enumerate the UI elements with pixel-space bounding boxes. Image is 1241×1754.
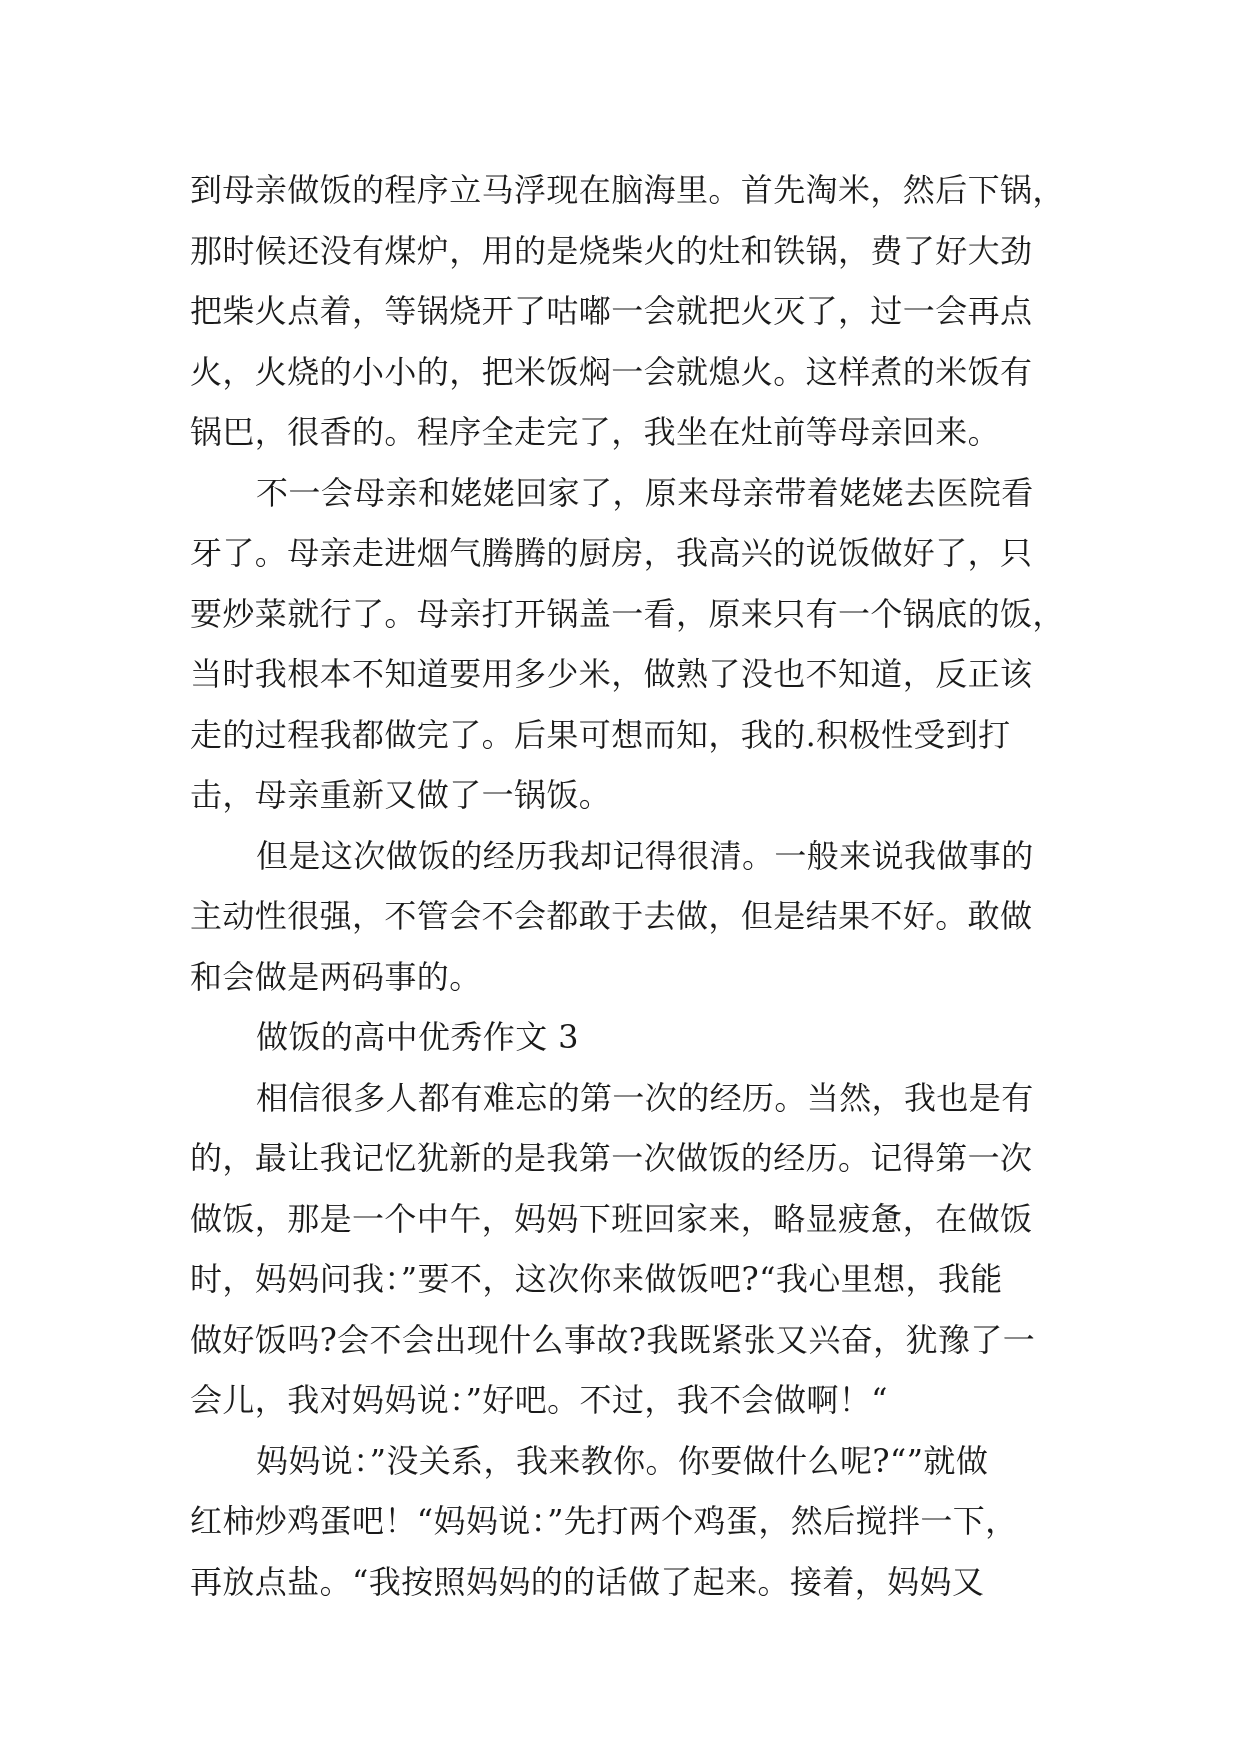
- text-line: 做好饭吗?会不会出现什么事故?我既紧张又兴奋，犹豫了一: [190, 1320, 1036, 1359]
- text-line: 牙了。母亲走进烟气腾腾的厨房，我高兴的说饭做好了，只: [190, 534, 1033, 572]
- text-line: 击，母亲重新又做了一锅饭。: [190, 776, 612, 814]
- text-line: 走的过程我都做完了。后果可想而知，我的.积极性受到打: [190, 715, 1011, 754]
- text-line: 当时我根本不知道要用多少米，做熟了没也不知道，反正该: [190, 655, 1033, 693]
- text-line: 做饭的高中优秀作文 3: [256, 1018, 579, 1056]
- text-line: 时，妈妈问我：”要不，这次你来做饭吧?“我心里想，我能: [190, 1260, 1003, 1298]
- text-line: 相信很多人都有难忘的第一次的经历。当然，我也是有: [256, 1078, 1034, 1117]
- text-line: 做饭，那是一个中午，妈妈下班回家来，略显疲惫，在做饭: [190, 1199, 1033, 1238]
- text-line: 但是这次做饭的经历我却记得很清。一般来说我做事的: [256, 836, 1034, 875]
- text-line: 会儿，我对妈妈说：”好吧。不过，我不会做啊！“: [190, 1381, 888, 1419]
- text-line: 妈妈说：”没关系，我来教你。你要做什么呢?“”就做: [256, 1441, 989, 1480]
- text-line: 不一会母亲和姥姥回家了，原来母亲带着姥姥去医院看: [256, 473, 1034, 512]
- text-line: 要炒菜就行了。母亲打开锅盖一看，原来只有一个锅底的饭，: [190, 594, 1065, 633]
- text-line: 红柿炒鸡蛋吧！“妈妈说：”先打两个鸡蛋，然后搅拌一下，: [190, 1502, 1018, 1540]
- document-body: [190, 160, 1065, 1612]
- text-line: 再放点盐。“我按照妈妈的的话做了起来。接着，妈妈又: [190, 1562, 985, 1601]
- text-line: 和会做是两码事的。: [190, 957, 482, 996]
- text-line: 锅巴，很香的。程序全走完了，我坐在灶前等母亲回来。: [190, 413, 1001, 451]
- text-line: 的，最让我记忆犹新的是我第一次做饭的经历。记得第一次: [190, 1139, 1033, 1177]
- text-line: 把柴火点着，等锅烧开了咕嘟一会就把火灭了，过一会再点: [190, 292, 1033, 330]
- text-line: 到母亲做饭的程序立马浮现在脑海里。首先淘米，然后下锅，: [190, 171, 1065, 209]
- text-line: 火，火烧的小小的，把米饭焖一会就熄火。这样煮的米饭有: [190, 352, 1033, 391]
- text-line: 主动性很强，不管会不会都敢于去做，但是结果不好。敢做: [190, 897, 1033, 935]
- text-line: 那时候还没有煤炉，用的是烧柴火的灶和铁锅，费了好大劲: [190, 231, 1033, 270]
